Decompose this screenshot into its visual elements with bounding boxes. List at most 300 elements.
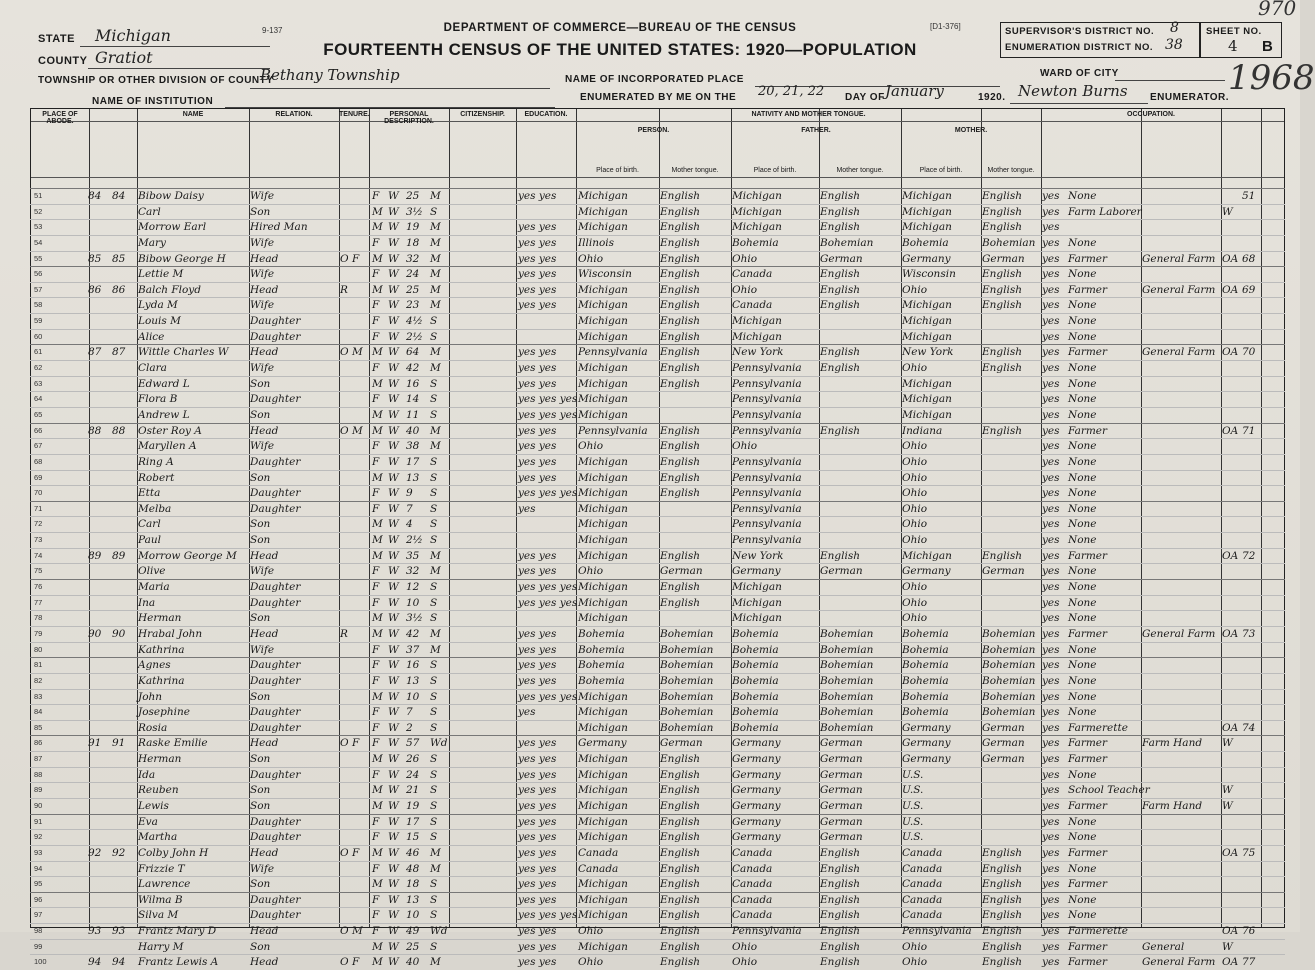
cell-speaks-english: yes: [1042, 502, 1060, 515]
cell-sex: M: [372, 205, 383, 218]
cell-age: 21: [406, 784, 420, 797]
table-row: [30, 579, 1285, 595]
cell-relation: Daughter: [250, 659, 301, 672]
cell-mother-tongue-of-mother: English: [982, 878, 1023, 891]
cell-father-birthplace: Germany: [732, 831, 781, 844]
cell-mother-birthplace: Ohio: [902, 534, 928, 547]
cell-education: yes yes yes: [518, 408, 578, 421]
cell-speaks-english: yes: [1042, 221, 1060, 234]
table-row: [30, 657, 1285, 673]
cell-mother-tongue-of-mother: Bohemian: [982, 659, 1036, 672]
cell-speaks-english: yes: [1042, 581, 1060, 594]
cell-person-name: John: [138, 690, 163, 703]
cell-father-birthplace: Pennsylvania: [732, 534, 802, 547]
cell-mother-birthplace: Michigan: [902, 315, 952, 328]
ward-line: [1115, 80, 1225, 81]
cell-sex: F: [372, 362, 380, 375]
cell-sex: M: [372, 471, 383, 484]
nativity-heading: NATIVITY AND MOTHER TONGUE.: [751, 111, 866, 118]
cell-birthplace: Canada: [578, 846, 619, 859]
cell-farm-schedule: 75: [1242, 846, 1256, 859]
cell-line-number: 83: [34, 691, 43, 701]
cell-father-birthplace: Bohemia: [732, 674, 779, 687]
cell-speaks-english: yes: [1042, 690, 1060, 703]
cell-marital-status: S: [430, 940, 438, 953]
cell-speaks-english: yes: [1042, 315, 1060, 328]
cell-age: 57: [406, 737, 420, 750]
cell-race: W: [388, 190, 399, 202]
cell-relation: Hired Man: [250, 221, 308, 234]
cell-relation: Head: [250, 283, 279, 296]
cell-marital-status: M: [430, 236, 441, 249]
cell-sex: M: [372, 424, 383, 437]
cell-race: W: [388, 690, 399, 703]
cell-mother-tongue-of-mother: German: [982, 565, 1025, 578]
cell-occupation: Farmer: [1068, 956, 1108, 969]
cell-speaks-english: yes: [1042, 596, 1060, 609]
cell-birthplace: Michigan: [578, 283, 628, 296]
cell-dwelling-number: 94: [88, 956, 102, 969]
cell-birthplace: Bohemia: [578, 674, 625, 687]
cell-person-name: Wilma B: [138, 893, 183, 906]
table-row: [30, 423, 1285, 439]
table-row: [30, 516, 1285, 532]
cell-mother-tongue: Bohemian: [660, 643, 714, 656]
person-pob-heading: Place of birth.: [596, 167, 639, 174]
cell-age: 16: [406, 659, 420, 672]
cell-father-birthplace: Michigan: [732, 612, 782, 625]
cell-occupation: None: [1068, 487, 1097, 500]
cell-age: 18: [406, 878, 420, 891]
cell-mother-birthplace: U.S.: [902, 799, 924, 812]
cell-mother-tongue-of-mother: English: [982, 362, 1023, 375]
table-row: [30, 391, 1285, 407]
cell-mother-tongue: Bohemian: [660, 627, 714, 640]
cell-line-number: 61: [34, 347, 43, 357]
cell-occupation: None: [1068, 455, 1097, 468]
table-row: [30, 251, 1285, 267]
cell-person-name: Lawrence: [138, 878, 191, 891]
cell-relation: Daughter: [250, 721, 301, 734]
cell-relation: Daughter: [250, 487, 301, 500]
cell-marital-status: S: [430, 706, 438, 719]
cell-occupation: None: [1068, 268, 1097, 281]
ward-label: WARD OF CITY: [1040, 68, 1119, 79]
cell-speaks-english: yes: [1042, 909, 1060, 922]
cell-mother-birthplace: Canada: [902, 862, 943, 875]
cell-father-birthplace: Michigan: [732, 315, 782, 328]
cell-age: 3½: [406, 612, 423, 625]
cell-father-birthplace: Pennsylvania: [732, 487, 802, 500]
cell-marital-status: M: [430, 565, 441, 578]
cell-age: 13: [406, 893, 420, 906]
cell-marital-status: M: [430, 362, 441, 375]
cell-line-number: 51: [34, 191, 43, 200]
cell-person-name: Flora B: [138, 393, 178, 406]
cell-mother-tongue: Bohemian: [660, 721, 714, 734]
cell-person-name: Paul: [138, 534, 161, 547]
cell-education: yes yes: [518, 737, 557, 750]
cell-person-name: Ida: [138, 768, 156, 781]
cell-mother-birthplace: Michigan: [902, 190, 952, 202]
cell-marital-status: M: [430, 283, 441, 296]
cell-person-name: Maryllen A: [138, 440, 197, 453]
cell-family-number: 88: [112, 424, 126, 437]
cell-race: W: [388, 940, 399, 953]
cell-marital-status: S: [430, 612, 438, 625]
cell-father-birthplace: Michigan: [732, 221, 782, 234]
cell-birthplace: Pennsylvania: [578, 424, 648, 437]
cell-age: 24: [406, 768, 420, 781]
incorporated-label: NAME OF INCORPORATED PLACE: [565, 74, 744, 85]
table-row: [30, 782, 1285, 798]
cell-person-name: Rosia: [138, 721, 168, 734]
cell-education: yes yes: [518, 862, 557, 875]
cell-birthplace: Michigan: [578, 690, 628, 703]
cell-mother-birthplace: U.S.: [902, 831, 924, 844]
cell-person-name: Harry M: [138, 940, 184, 953]
cell-mother-tongue: Bohemian: [660, 690, 714, 703]
cell-dwelling-number: 91: [88, 737, 102, 750]
cell-mother-birthplace: Ohio: [902, 283, 928, 296]
tenure-heading: TENURE.: [339, 111, 370, 118]
cell-tenure: O F: [340, 956, 360, 969]
county-value: Gratiot: [95, 48, 153, 67]
cell-age: 13: [406, 471, 420, 484]
cell-marital-status: M: [430, 252, 441, 265]
enumerated-label: ENUMERATED BY ME ON THE: [580, 92, 737, 103]
cell-person-name: Louis M: [138, 315, 181, 328]
cell-industry: Farm Hand: [1142, 737, 1203, 750]
cell-farm-schedule: 72: [1242, 549, 1256, 562]
cell-sex: F: [372, 565, 380, 578]
cell-family-number: 93: [112, 925, 126, 938]
cell-relation: Daughter: [250, 393, 301, 406]
cell-race: W: [388, 424, 399, 437]
cell-occupation: None: [1068, 815, 1097, 828]
cell-race: W: [388, 596, 399, 609]
cell-speaks-english: yes: [1042, 659, 1060, 672]
cell-occupation: None: [1068, 440, 1097, 453]
cell-occupation: Farmerette: [1068, 721, 1128, 734]
cell-marital-status: M: [430, 299, 441, 312]
cell-marital-status: S: [430, 753, 438, 766]
cell-occupation: None: [1068, 408, 1097, 421]
cell-father-birthplace: Ohio: [732, 283, 758, 296]
cell-occupation: None: [1068, 831, 1097, 844]
cell-birthplace: Michigan: [578, 502, 628, 515]
cell-line-number: 54: [34, 237, 43, 247]
cell-dwelling-number: 86: [88, 283, 102, 296]
cell-birthplace: Michigan: [578, 362, 628, 375]
cell-sex: F: [372, 268, 380, 281]
cell-race: W: [388, 315, 399, 328]
cell-age: 17: [406, 815, 420, 828]
cell-marital-status: M: [430, 346, 441, 359]
cell-sex: M: [372, 408, 383, 421]
cell-mother-tongue: English: [660, 190, 701, 202]
cell-line-number: 53: [34, 222, 43, 232]
cell-relation: Head: [250, 956, 279, 969]
cell-speaks-english: yes: [1042, 549, 1060, 562]
cell-relation: Wife: [250, 190, 275, 202]
cell-line-number: 80: [34, 644, 43, 654]
cell-birthplace: Bohemia: [578, 627, 625, 640]
cell-father-tongue: English: [820, 283, 861, 296]
cell-line-number: 95: [34, 879, 43, 889]
cell-sex: F: [372, 596, 380, 609]
cell-father-tongue: English: [820, 205, 861, 218]
cell-race: W: [388, 862, 399, 875]
cell-family-number: 91: [112, 737, 126, 750]
cell-birthplace: Michigan: [578, 393, 628, 406]
cell-education: yes yes: [518, 299, 557, 312]
cell-sex: F: [372, 643, 380, 656]
cell-birthplace: Michigan: [578, 706, 628, 719]
form-id: [D1-376]: [930, 22, 961, 31]
cell-marital-status: M: [430, 221, 441, 234]
cell-occupation: None: [1068, 315, 1097, 328]
cell-birthplace: Michigan: [578, 799, 628, 812]
cell-marital-status: M: [430, 627, 441, 640]
cell-line-number: 55: [34, 253, 43, 263]
cell-mother-tongue: English: [660, 846, 701, 859]
cell-birthplace: Bohemia: [578, 643, 625, 656]
cell-father-tongue: Bohemian: [820, 659, 874, 672]
cell-mother-birthplace: Michigan: [902, 205, 952, 218]
cell-person-name: Morrow George M: [138, 549, 237, 562]
cell-occupation: Farmer: [1068, 549, 1108, 562]
cell-mother-birthplace: Ohio: [902, 518, 928, 531]
person-tongue-heading: Mother tongue.: [671, 167, 719, 174]
cell-employment-class: OA: [1222, 956, 1239, 969]
cell-relation: Son: [250, 205, 271, 218]
cell-education: yes yes: [518, 268, 557, 281]
cell-father-tongue: German: [820, 737, 863, 750]
cell-family-number: 90: [112, 627, 126, 640]
cell-occupation: None: [1068, 659, 1097, 672]
cell-father-tongue: English: [820, 221, 861, 234]
cell-birthplace: Ohio: [578, 252, 604, 265]
cell-marital-status: Wd: [430, 737, 448, 750]
state-value: Michigan: [95, 26, 171, 45]
cell-mother-tongue-of-mother: English: [982, 346, 1023, 359]
cell-sex: M: [372, 784, 383, 797]
cell-line-number: 93: [34, 847, 43, 857]
cell-speaks-english: yes: [1042, 299, 1060, 312]
cell-father-tongue: Bohemian: [820, 643, 874, 656]
cell-person-name: Frizzie T: [138, 862, 185, 875]
cell-father-birthplace: Germany: [732, 784, 781, 797]
cell-occupation: None: [1068, 565, 1097, 578]
cell-father-birthplace: Ohio: [732, 956, 758, 969]
state-line: [80, 46, 270, 47]
place-of-abode-heading: PLACE OF ABODE.: [42, 111, 78, 125]
cell-birthplace: Michigan: [578, 221, 628, 234]
cell-employment-class: W: [1222, 799, 1233, 812]
cell-race: W: [388, 627, 399, 640]
cell-mother-tongue: English: [660, 471, 701, 484]
cell-race: W: [388, 534, 399, 547]
cell-race: W: [388, 706, 399, 719]
table-row: [30, 344, 1285, 360]
cell-mother-birthplace: Canada: [902, 893, 943, 906]
cell-age: 42: [406, 362, 420, 375]
cell-marital-status: S: [430, 408, 438, 421]
cell-father-birthplace: Pennsylvania: [732, 502, 802, 515]
cell-marital-status: S: [430, 393, 438, 406]
cell-relation: Wife: [250, 236, 275, 249]
cell-person-name: Bibow George H: [138, 252, 226, 265]
cell-father-birthplace: Ohio: [732, 440, 758, 453]
census-rows: [30, 188, 1285, 970]
cell-person-name: Lyda M: [138, 299, 178, 312]
personal-heading: PERSONAL DESCRIPTION.: [384, 111, 434, 125]
cell-mother-tongue: English: [660, 893, 701, 906]
cell-father-tongue: English: [820, 362, 861, 375]
cell-tenure: R: [340, 627, 348, 640]
cell-mother-birthplace: Michigan: [902, 299, 952, 312]
cell-mother-tongue-of-mother: German: [982, 252, 1025, 265]
cell-age: 25: [406, 190, 420, 202]
cell-age: 2½: [406, 534, 423, 547]
cell-mother-birthplace: Ohio: [902, 940, 928, 953]
supervisor-no: 8: [1170, 20, 1179, 36]
cell-mother-tongue-of-mother: Bohemian: [982, 706, 1036, 719]
cell-age: 2: [406, 721, 413, 734]
cell-education: yes yes: [518, 753, 557, 766]
cell-mother-tongue-of-mother: Bohemian: [982, 627, 1036, 640]
cell-occupation: Farmer: [1068, 346, 1108, 359]
cell-mother-tongue-of-mother: German: [982, 753, 1025, 766]
cell-birthplace: Michigan: [578, 753, 628, 766]
cell-mother-tongue: English: [660, 799, 701, 812]
cell-sex: M: [372, 627, 383, 640]
cell-line-number: 99: [34, 941, 43, 951]
cell-age: 16: [406, 377, 420, 390]
cell-line-number: 52: [34, 206, 43, 216]
cell-relation: Wife: [250, 643, 275, 656]
cell-race: W: [388, 721, 399, 734]
father-tongue-heading: Mother tongue.: [836, 167, 884, 174]
cell-person-name: Kathrina: [138, 643, 185, 656]
cell-relation: Wife: [250, 565, 275, 578]
cell-father-tongue: Bohemian: [820, 706, 874, 719]
cell-family-number: 92: [112, 846, 126, 859]
cell-age: 25: [406, 283, 420, 296]
cell-speaks-english: yes: [1042, 956, 1060, 969]
cell-mother-birthplace: New York: [902, 346, 954, 359]
cell-speaks-english: yes: [1042, 424, 1060, 437]
cell-age: 40: [406, 956, 420, 969]
township-line: [250, 88, 550, 89]
cell-age: 26: [406, 753, 420, 766]
cell-father-birthplace: Pennsylvania: [732, 471, 802, 484]
cell-age: 35: [406, 549, 420, 562]
cell-age: 10: [406, 690, 420, 703]
cell-father-birthplace: Germany: [732, 737, 781, 750]
cell-relation: Daughter: [250, 831, 301, 844]
cell-occupation: Farmer: [1068, 424, 1108, 437]
cell-father-tongue: Bohemian: [820, 236, 874, 249]
cell-employment-class: OA: [1222, 252, 1239, 265]
cell-birthplace: Illinois: [578, 236, 615, 249]
cell-mother-tongue: English: [660, 362, 701, 375]
cell-occupation: None: [1068, 362, 1097, 375]
cell-age: 10: [406, 909, 420, 922]
table-row: [30, 829, 1285, 845]
cell-speaks-english: yes: [1042, 674, 1060, 687]
cell-relation: Son: [250, 471, 271, 484]
cell-tenure: O M: [340, 925, 363, 938]
cell-mother-tongue-of-mother: English: [982, 956, 1023, 969]
cell-father-birthplace: Pennsylvania: [732, 377, 802, 390]
cell-person-name: Wittle Charles W: [138, 346, 229, 359]
cell-mother-tongue-of-mother: English: [982, 299, 1023, 312]
cell-mother-tongue-of-mother: English: [982, 925, 1023, 938]
table-row: [30, 563, 1285, 579]
table-row: [30, 720, 1285, 736]
cell-occupation: Farmer: [1068, 846, 1108, 859]
cell-marital-status: M: [430, 440, 441, 453]
cell-mother-birthplace: Ohio: [902, 362, 928, 375]
cell-speaks-english: yes: [1042, 205, 1060, 218]
table-row: [30, 689, 1285, 705]
cell-father-tongue: English: [820, 190, 861, 202]
cell-father-birthplace: Pennsylvania: [732, 518, 802, 531]
cell-age: 19: [406, 799, 420, 812]
cell-marital-status: S: [430, 315, 438, 328]
enum-district-no: 38: [1165, 37, 1183, 53]
cell-occupation: None: [1068, 393, 1097, 406]
cell-relation: Wife: [250, 862, 275, 875]
cell-education: yes yes yes: [518, 393, 578, 406]
cell-tenure: O M: [340, 424, 363, 437]
cell-age: 23: [406, 299, 420, 312]
cell-line-number: 79: [34, 628, 43, 638]
cell-birthplace: Michigan: [578, 831, 628, 844]
cell-relation: Son: [250, 377, 271, 390]
cell-father-birthplace: Bohemia: [732, 236, 779, 249]
cell-age: 4: [406, 518, 413, 531]
table-row: [30, 438, 1285, 454]
cell-employment-class: W: [1222, 784, 1233, 797]
table-row: [30, 767, 1285, 783]
cell-marital-status: S: [430, 534, 438, 547]
cell-dwelling-number: 87: [88, 346, 102, 359]
cell-birthplace: Michigan: [578, 549, 628, 562]
cell-education: yes yes: [518, 674, 557, 687]
day-of-label: DAY OF: [845, 92, 885, 103]
cell-line-number: 78: [34, 613, 43, 623]
table-row: [30, 595, 1285, 611]
cell-mother-tongue: English: [660, 440, 701, 453]
cell-sex: F: [372, 659, 380, 672]
cell-relation: Head: [250, 424, 279, 437]
cell-race: W: [388, 737, 399, 750]
cell-line-number: 56: [34, 269, 43, 279]
cell-line-number: 69: [34, 472, 43, 482]
cell-race: W: [388, 408, 399, 421]
census-title: FOURTEENTH CENSUS OF THE UNITED STATES: 1920—POPULATION: [323, 40, 917, 59]
cell-tenure: O F: [340, 846, 360, 859]
cell-father-birthplace: Michigan: [732, 330, 782, 343]
cell-sex: F: [372, 768, 380, 781]
table-row: [30, 610, 1285, 626]
cell-speaks-english: yes: [1042, 362, 1060, 375]
cell-mother-tongue: German: [660, 565, 703, 578]
cell-mother-tongue-of-mother: English: [982, 862, 1023, 875]
